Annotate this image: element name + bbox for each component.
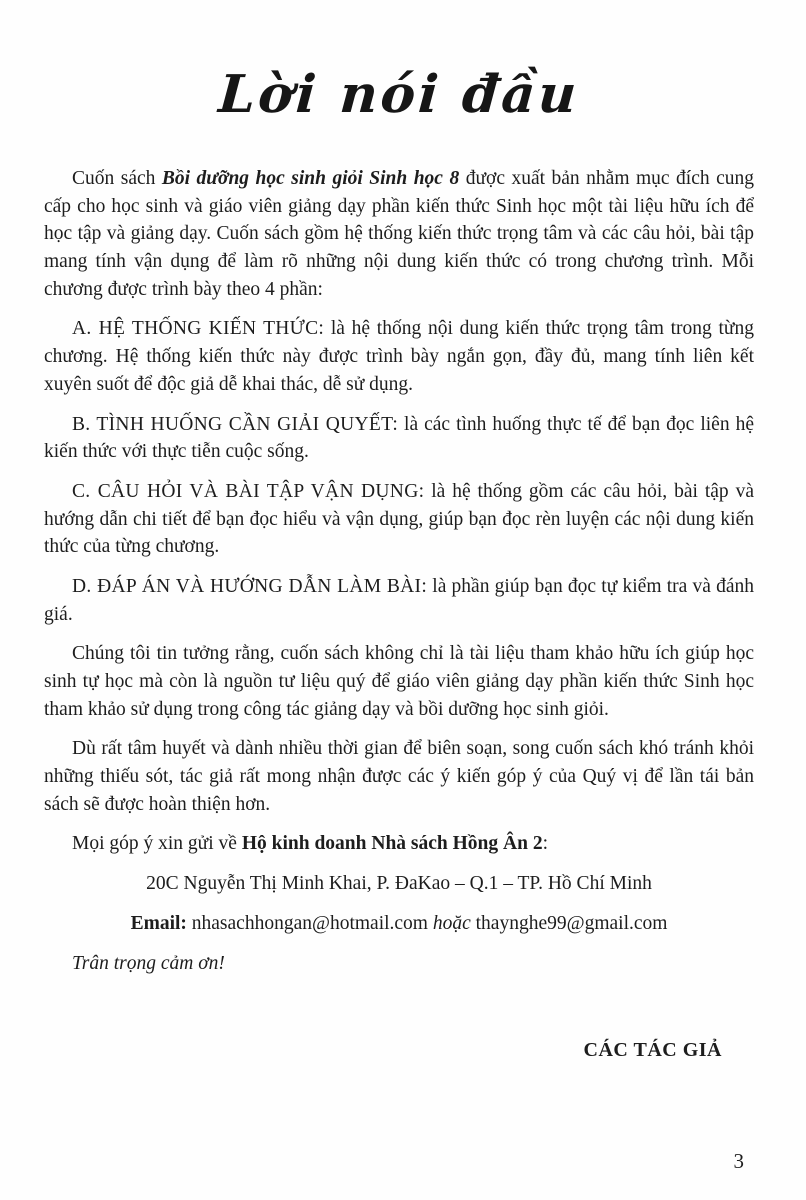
- feedback-text-after: :: [542, 833, 548, 855]
- apology-paragraph: Dù rất tâm huyết và dành nhiều thời gian để biên soạn, song cuốn sách khó tránh khỏi những thiếu sót, tác giả rất mong nhận được các ý kiến góp ý của Quý vị để lần tái bản sách sẽ được hoàn thiện hơn.: [44, 738, 754, 815]
- section-paragraph-c: [44, 478, 754, 561]
- section-a-text: là hệ thống nội dung kiến thức trọng tâm trong từng chương. Hệ thống kiến thức này được trình bày ngắn gọn, đầy đủ, mang tính liên kết xuyên suốt để độc giả dễ khai thác, dễ sử dụng.: [44, 318, 754, 395]
- email-address-2: thaynghe99@gmail.com: [470, 912, 668, 934]
- address-line: 20C Nguyễn Thị Minh Khai, P. ĐaKao – Q.1 – TP. Hồ Chí Minh: [146, 873, 652, 895]
- thanks-line: Trân trọng cảm ơn!: [72, 952, 225, 974]
- email-line: [44, 910, 754, 938]
- intro-paragraph: [44, 165, 754, 303]
- section-b-label: B. TÌNH HUỐNG CẦN GIẢI QUYẾT:: [72, 413, 399, 435]
- page-title: Lời nói đầu: [216, 64, 582, 125]
- section-c-label: C. CÂU HỎI VÀ BÀI TẬP VẬN DỤNG:: [72, 480, 425, 502]
- authors-signature: CÁC TÁC GIẢ: [583, 1039, 722, 1062]
- page-number: 3: [733, 1149, 744, 1173]
- intro-text-after: được xuất bản nhằm mục đích cung cấp cho học sinh và giáo viên giảng dạy phần kiến thức Sinh học một tài liệu hữu ích để học tập và giảng dạy. Cuốn sách gồm hệ thống kiến thức trọng tâm và các câu hỏi, bài tập mang tính vận dụng để làm rõ những nội dung kiến thức có trong chương trình. Mỗi chương được trình bày theo 4 phần:: [44, 168, 755, 300]
- email-conjunction: hoặc: [432, 912, 471, 934]
- bookstore-name: Hộ kinh doanh Nhà sách Hồng Ân 2: [241, 833, 543, 855]
- intro-text-before: Cuốn sách: [72, 168, 162, 189]
- section-c-text: là hệ thống gồm các câu hỏi, bài tập và hướng dẫn chi tiết để bạn đọc hiểu và vận dụng, giúp bạn đọc rèn luyện các nội dung kiến thức của từng chương.: [44, 480, 754, 558]
- section-a-label: A. HỆ THỐNG KIẾN THỨC:: [72, 318, 325, 340]
- section-paragraph-d: [44, 573, 754, 628]
- section-d-label: D. ĐÁP ÁN VÀ HƯỚNG DẪN LÀM BÀI:: [72, 575, 428, 597]
- email-label: Email:: [130, 912, 187, 934]
- section-paragraph-b: [44, 411, 754, 466]
- section-d-text: là phần giúp bạn đọc tự kiểm tra và đánh giá.: [44, 575, 755, 625]
- section-paragraph-a: [44, 315, 754, 398]
- email-address-1: nhasachhongan@hotmail.com: [186, 912, 433, 934]
- feedback-paragraph: [44, 830, 754, 858]
- section-b-text: là các tình huống thực tế để bạn đọc liên hệ kiến thức với thực tiễn cuộc sống.: [44, 413, 754, 463]
- feedback-text-before: Mọi góp ý xin gửi về: [72, 833, 242, 855]
- book-title: Bồi dưỡng học sinh giỏi Sinh học 8: [161, 168, 460, 189]
- confidence-paragraph: Chúng tôi tin tưởng rằng, cuốn sách không chỉ là tài liệu tham khảo hữu ích giúp học sinh tự học mà còn là nguồn tư liệu quý để giáo viên giảng dạy phần kiến thức Sinh học tham khảo sử dụng trong công tác giảng dạy và bồi dưỡng học sinh giỏi.: [44, 643, 754, 720]
